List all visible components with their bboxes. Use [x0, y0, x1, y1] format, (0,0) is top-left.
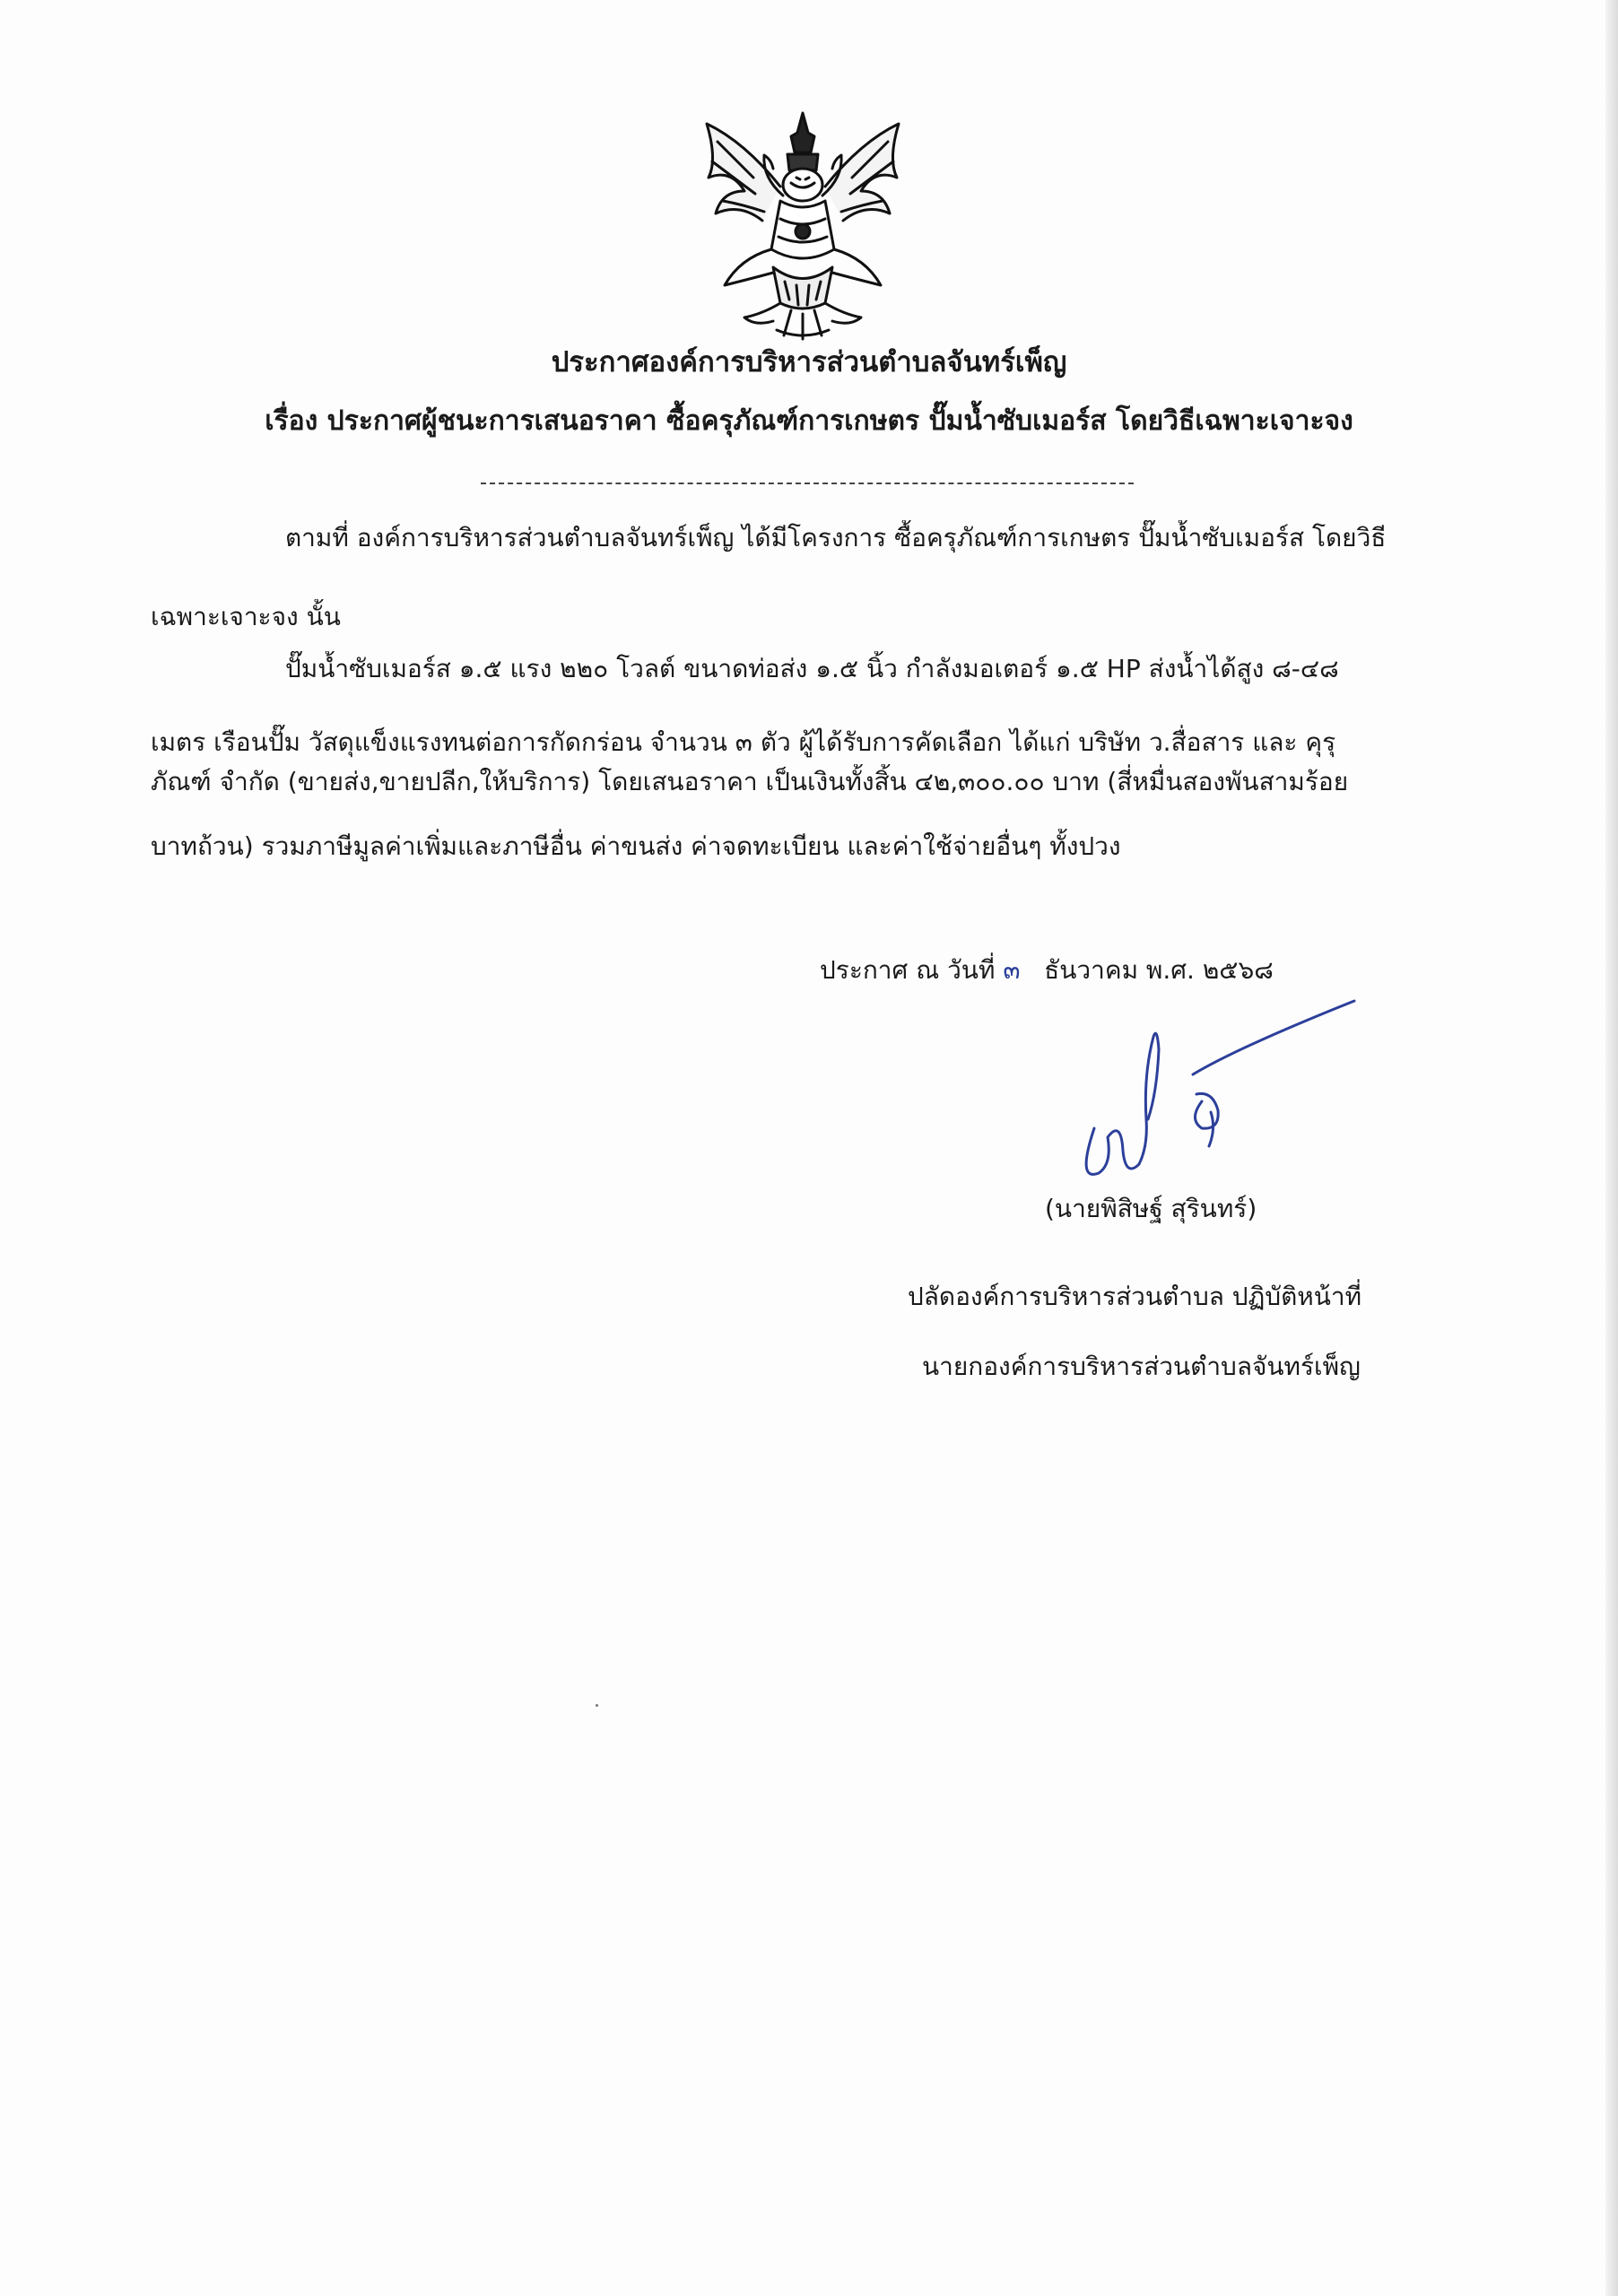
paragraph-2-line-3: ภัณฑ์ จำกัด (ขายส่ง,ขายปลีก,ให้บริการ) โดยเสนอราคา เป็นเงินทั้งสิ้น ๔๒,๓๐๐.๐๐ บาท (สี่หมื่นสองพันสามร้อย	[151, 767, 1349, 796]
document-subject: เรื่อง ประกาศผู้ชนะการเสนอราคา ซื้อครุภัณฑ์การเกษตร ปั๊มน้ำซับเมอร์ส โดยวิธีเฉพาะเจาะจง	[265, 405, 1353, 437]
garuda-emblem	[691, 106, 915, 344]
paragraph-1-line-2: เฉพาะเจาะจง นั้น	[151, 602, 341, 631]
signatory-position-2: นายกองค์การบริหารส่วนตำบลจันทร์เพ็ญ	[922, 1352, 1361, 1381]
document-title: ประกาศองค์การบริหารส่วนตำบลจันทร์เพ็ญ	[551, 346, 1067, 378]
signatory-position-1: ปลัดองค์การบริหารส่วนตำบล ปฏิบัติหน้าที่	[908, 1282, 1362, 1311]
scan-speck	[596, 1704, 598, 1707]
announcement-month-year: ธันวาคม พ.ศ. ๒๕๖๘	[1044, 955, 1274, 985]
paragraph-2-line-1: ปั๊มน้ำซับเมอร์ส ๑.๕ แรง ๒๒๐ โวลต์ ขนาดท่อส่ง ๑.๕ นิ้ว กำลังมอเตอร์ ๑.๕ HP ส่งน้ำได้สูง ๘-๔๘	[285, 654, 1339, 683]
paragraph-2-line-4: บาทถ้วน) รวมภาษีมูลค่าเพิ่มและภาษีอื่น ค่าขนส่ง ค่าจดทะเบียน และค่าใช้จ่ายอื่นๆ ทั้งปวง	[151, 831, 1121, 861]
announcement-date	[820, 952, 1274, 988]
paragraph-1-line-1: ตามที่ องค์การบริหารส่วนตำบลจันทร์เพ็ญ ได้มีโครงการ ซื้อครุภัณฑ์การเกษตร ปั๊มน้ำซับเมอร์ส โดยวิธี	[285, 523, 1387, 552]
signatory-name: (นายพิสิษฐ์ สุรินทร์)	[1045, 1194, 1257, 1223]
announcement-day: ๓	[1003, 955, 1021, 985]
handwritten-signature	[1058, 994, 1363, 1196]
announcement-prefix: ประกาศ ณ วันที่	[820, 955, 996, 985]
paragraph-2-line-2: เมตร เรือนปั๊ม วัสดุแข็งแรงทนต่อการกัดกร่อน จำนวน ๓ ตัว ผู้ได้รับการคัดเลือก ได้แก่ บริษัท ว.สื่อสาร และ คุรุ	[151, 727, 1336, 757]
separator-line	[481, 483, 1134, 484]
